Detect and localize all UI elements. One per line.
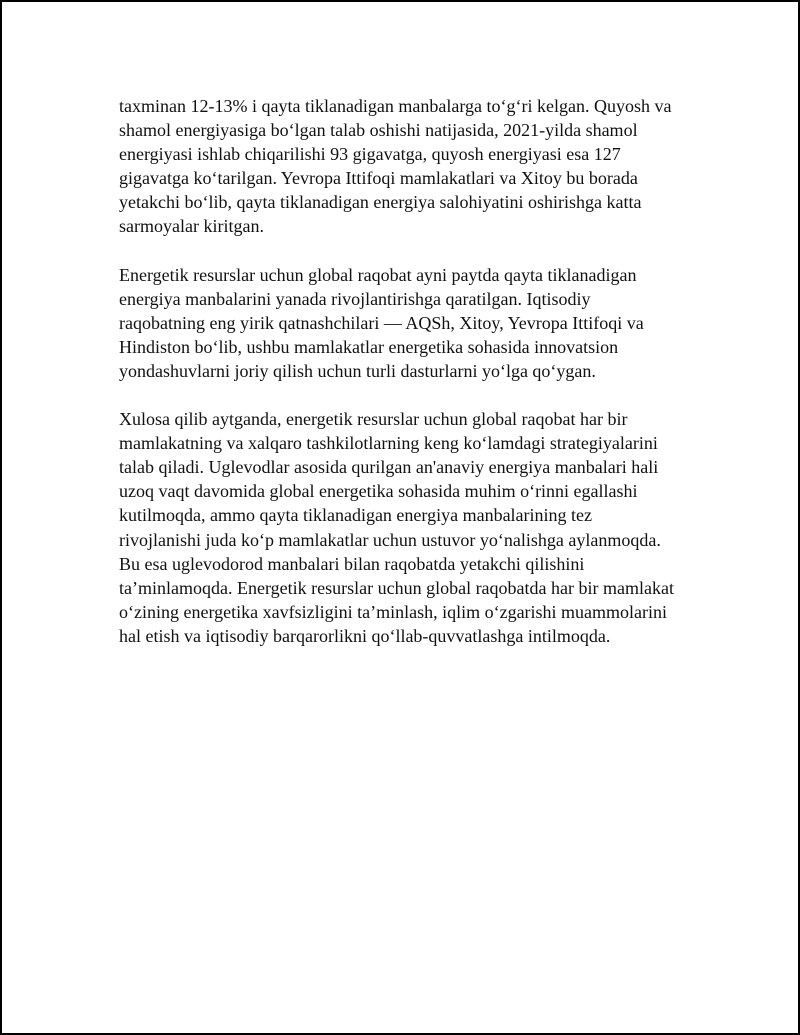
paragraph-global-competition: Energetik resurslar uchun global raqobat ayni paytda qayta tiklanadigan energiya manbalarini yanada rivojlantirishga qaratilgan. Iqtisodiy raqobatning eng yirik qatnashchilari — AQSh, Xitoy, Yevropa Ittifoqi va Hindiston bo‘lib, ushbu mamlakatlar energetika sohasida innovatsion yondashuvlarni joriy qilish uchun turli dasturlarni yo‘lga qo‘ygan.	[119, 264, 644, 381]
document-body	[119, 94, 699, 672]
paragraph-renewable-share: taxminan 12-13% i qayta tiklanadigan manbalarga to‘g‘ri kelgan. Quyosh va shamol energiyasiga bo‘lgan talab oshishi natijasida, 2021-yilda shamol energiyasi ishlab chiqarilishi 93 gigavatga, quyosh energiyasi esa 127 gigavatga ko‘tarilgan. Yevropa Ittifoqi mamlakatlari va Xitoy bu borada yetakchi bo‘lib, qayta tiklanadigan energiya salohiyatini oshirishga katta sarmoyalar kiritgan.	[119, 96, 672, 237]
paragraph-conclusion: Xulosa qilib aytganda, energetik resurslar uchun global raqobat har bir mamlakatning va xalqaro tashkilotlarning keng ko‘lamdagi strategiyalarini talab qiladi. Uglevodlar asosida qurilgan an'anaviy energiya manbalari hali uzoq vaqt davomida global energetika sohasida muhim o‘rinni egallashi kutilmoqda, ammo qayta tiklanadigan energiya manbalarining tez rivojlanishi juda ko‘p mamlakatlar uchun ustuvor yo‘nalishga aylanmoqda. Bu esa uglevodorod manbalari bilan raqobatda yetakchi qilishini ta’minlamoqda. Energetik resurslar uchun global raqobatda har bir mamlakat o‘zining energetika xavfsizligini ta’minlash, iqlim o‘zgarishi muammolarini hal etish va iqtisodiy barqarorlikni qo‘llab-quvvatlashga intilmoqda.	[119, 409, 674, 646]
